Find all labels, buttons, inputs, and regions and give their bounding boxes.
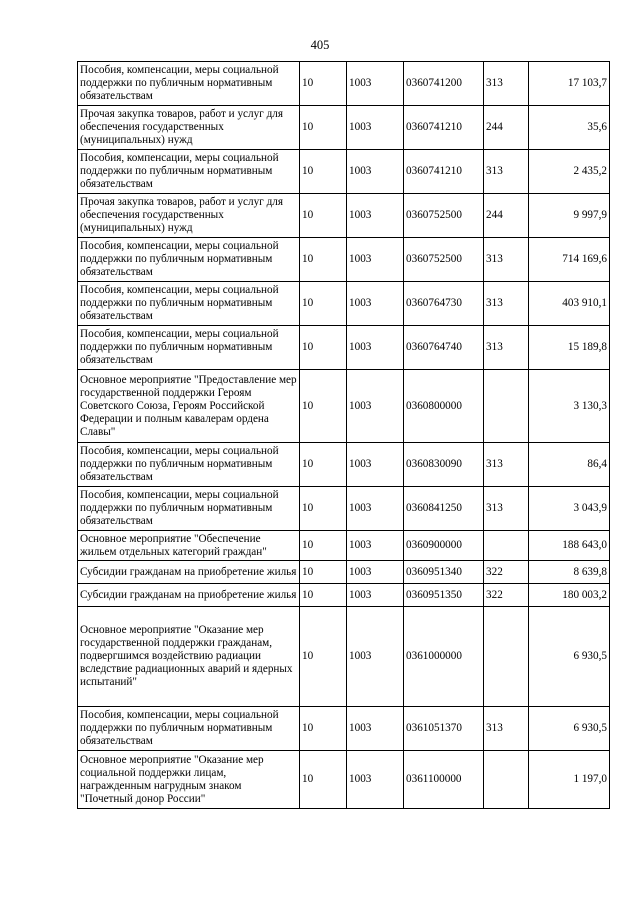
- table-row: [78, 106, 610, 150]
- row-name: Пособия, компенсации, меры социальной поддержки по публичным нормативным обязательствам: [78, 707, 300, 751]
- table-row: [78, 531, 610, 561]
- row-amount: 86,4: [529, 443, 610, 487]
- row-amount: 8 639,8: [529, 561, 610, 584]
- row-target-article: 0360741210: [404, 150, 484, 194]
- row-section-code: 10: [300, 584, 347, 607]
- row-target-article: 0360951350: [404, 584, 484, 607]
- table-row: [78, 370, 610, 443]
- row-amount: 1 197,0: [529, 751, 610, 809]
- row-target-article: 0360900000: [404, 531, 484, 561]
- row-amount: 6 930,5: [529, 607, 610, 707]
- row-amount: 17 103,7: [529, 62, 610, 106]
- row-target-article: 0360800000: [404, 370, 484, 443]
- row-expense-type: 244: [484, 106, 529, 150]
- row-target-article: 0360741200: [404, 62, 484, 106]
- row-amount: 35,6: [529, 106, 610, 150]
- row-name: Основное мероприятие "Обеспечение жильем отдельных категорий граждан": [78, 531, 300, 561]
- row-subsection-code: 1003: [347, 150, 404, 194]
- row-subsection-code: 1003: [347, 238, 404, 282]
- table-row: [78, 707, 610, 751]
- row-subsection-code: 1003: [347, 194, 404, 238]
- table-row: [78, 238, 610, 282]
- row-section-code: 10: [300, 326, 347, 370]
- row-amount: 2 435,2: [529, 150, 610, 194]
- row-expense-type: [484, 531, 529, 561]
- row-name: Основное мероприятие "Оказание мер социальной поддержки лицам, награжденным нагрудным знаком "Почетный донор России": [78, 751, 300, 809]
- table-row: [78, 150, 610, 194]
- row-amount: 180 003,2: [529, 584, 610, 607]
- row-subsection-code: 1003: [347, 62, 404, 106]
- table-row: [78, 584, 610, 607]
- table-row: [78, 194, 610, 238]
- row-expense-type: 313: [484, 150, 529, 194]
- row-target-article: 0360764730: [404, 282, 484, 326]
- row-target-article: 0361000000: [404, 607, 484, 707]
- row-amount: 3 043,9: [529, 487, 610, 531]
- row-section-code: 10: [300, 487, 347, 531]
- row-expense-type: 313: [484, 707, 529, 751]
- row-expense-type: [484, 370, 529, 443]
- row-target-article: 0361051370: [404, 707, 484, 751]
- table-row: [78, 443, 610, 487]
- row-expense-type: 313: [484, 238, 529, 282]
- budget-table: [77, 61, 610, 809]
- row-subsection-code: 1003: [347, 584, 404, 607]
- row-name: Основное мероприятие "Предоставление мер государственной поддержки Героям Советского Союза, Героям Российской Федерации и полным кавалерам ордена Славы": [78, 370, 300, 443]
- row-expense-type: [484, 751, 529, 809]
- table-row: [78, 326, 610, 370]
- row-subsection-code: 1003: [347, 561, 404, 584]
- row-expense-type: 322: [484, 561, 529, 584]
- row-name: Прочая закупка товаров, работ и услуг для обеспечения государственных (муниципальных) нужд: [78, 194, 300, 238]
- table-row: [78, 751, 610, 809]
- row-name: Основное мероприятие "Оказание мер государственной поддержки гражданам, подвергшимся воздействию радиации вследствие радиационных аварий и ядерных испытаний": [78, 607, 300, 707]
- row-subsection-code: 1003: [347, 282, 404, 326]
- row-section-code: 10: [300, 443, 347, 487]
- row-section-code: 10: [300, 238, 347, 282]
- row-section-code: 10: [300, 106, 347, 150]
- row-expense-type: 244: [484, 194, 529, 238]
- row-name: Пособия, компенсации, меры социальной поддержки по публичным нормативным обязательствам: [78, 487, 300, 531]
- row-section-code: 10: [300, 707, 347, 751]
- row-subsection-code: 1003: [347, 370, 404, 443]
- row-name: Субсидии гражданам на приобретение жилья: [78, 561, 300, 584]
- row-target-article: 0360741210: [404, 106, 484, 150]
- row-amount: 714 169,6: [529, 238, 610, 282]
- row-expense-type: 313: [484, 62, 529, 106]
- table-row: [78, 282, 610, 326]
- row-expense-type: 313: [484, 282, 529, 326]
- row-expense-type: 313: [484, 487, 529, 531]
- page-number: 405: [310, 38, 330, 52]
- row-section-code: 10: [300, 531, 347, 561]
- row-target-article: 0361100000: [404, 751, 484, 809]
- row-expense-type: 322: [484, 584, 529, 607]
- row-section-code: 10: [300, 282, 347, 326]
- row-subsection-code: 1003: [347, 751, 404, 809]
- row-section-code: 10: [300, 607, 347, 707]
- row-name: Пособия, компенсации, меры социальной поддержки по публичным нормативным обязательствам: [78, 326, 300, 370]
- row-name: Прочая закупка товаров, работ и услуг для обеспечения государственных (муниципальных) нужд: [78, 106, 300, 150]
- row-target-article: 0360752500: [404, 238, 484, 282]
- row-name: Пособия, компенсации, меры социальной поддержки по публичным нормативным обязательствам: [78, 282, 300, 326]
- row-name: Пособия, компенсации, меры социальной поддержки по публичным нормативным обязательствам: [78, 62, 300, 106]
- row-subsection-code: 1003: [347, 531, 404, 561]
- row-name: Пособия, компенсации, меры социальной поддержки по публичным нормативным обязательствам: [78, 150, 300, 194]
- row-expense-type: 313: [484, 443, 529, 487]
- row-section-code: 10: [300, 150, 347, 194]
- table-row: [78, 607, 610, 707]
- row-section-code: 10: [300, 194, 347, 238]
- table-row: [78, 62, 610, 106]
- row-target-article: 0360830090: [404, 443, 484, 487]
- table-body: [78, 62, 610, 809]
- row-target-article: 0360951340: [404, 561, 484, 584]
- row-section-code: 10: [300, 561, 347, 584]
- row-subsection-code: 1003: [347, 106, 404, 150]
- row-subsection-code: 1003: [347, 607, 404, 707]
- row-target-article: 0360764740: [404, 326, 484, 370]
- table-row: [78, 561, 610, 584]
- row-expense-type: [484, 607, 529, 707]
- row-target-article: 0360752500: [404, 194, 484, 238]
- row-amount: 403 910,1: [529, 282, 610, 326]
- row-name: Пособия, компенсации, меры социальной поддержки по публичным нормативным обязательствам: [78, 238, 300, 282]
- row-section-code: 10: [300, 62, 347, 106]
- row-section-code: 10: [300, 751, 347, 809]
- row-name: Субсидии гражданам на приобретение жилья: [78, 584, 300, 607]
- row-section-code: 10: [300, 370, 347, 443]
- row-subsection-code: 1003: [347, 707, 404, 751]
- row-amount: 188 643,0: [529, 531, 610, 561]
- row-amount: 9 997,9: [529, 194, 610, 238]
- row-amount: 3 130,3: [529, 370, 610, 443]
- row-target-article: 0360841250: [404, 487, 484, 531]
- row-subsection-code: 1003: [347, 487, 404, 531]
- row-subsection-code: 1003: [347, 326, 404, 370]
- row-name: Пособия, компенсации, меры социальной поддержки по публичным нормативным обязательствам: [78, 443, 300, 487]
- row-amount: 6 930,5: [529, 707, 610, 751]
- row-expense-type: 313: [484, 326, 529, 370]
- table-row: [78, 487, 610, 531]
- row-amount: 15 189,8: [529, 326, 610, 370]
- row-subsection-code: 1003: [347, 443, 404, 487]
